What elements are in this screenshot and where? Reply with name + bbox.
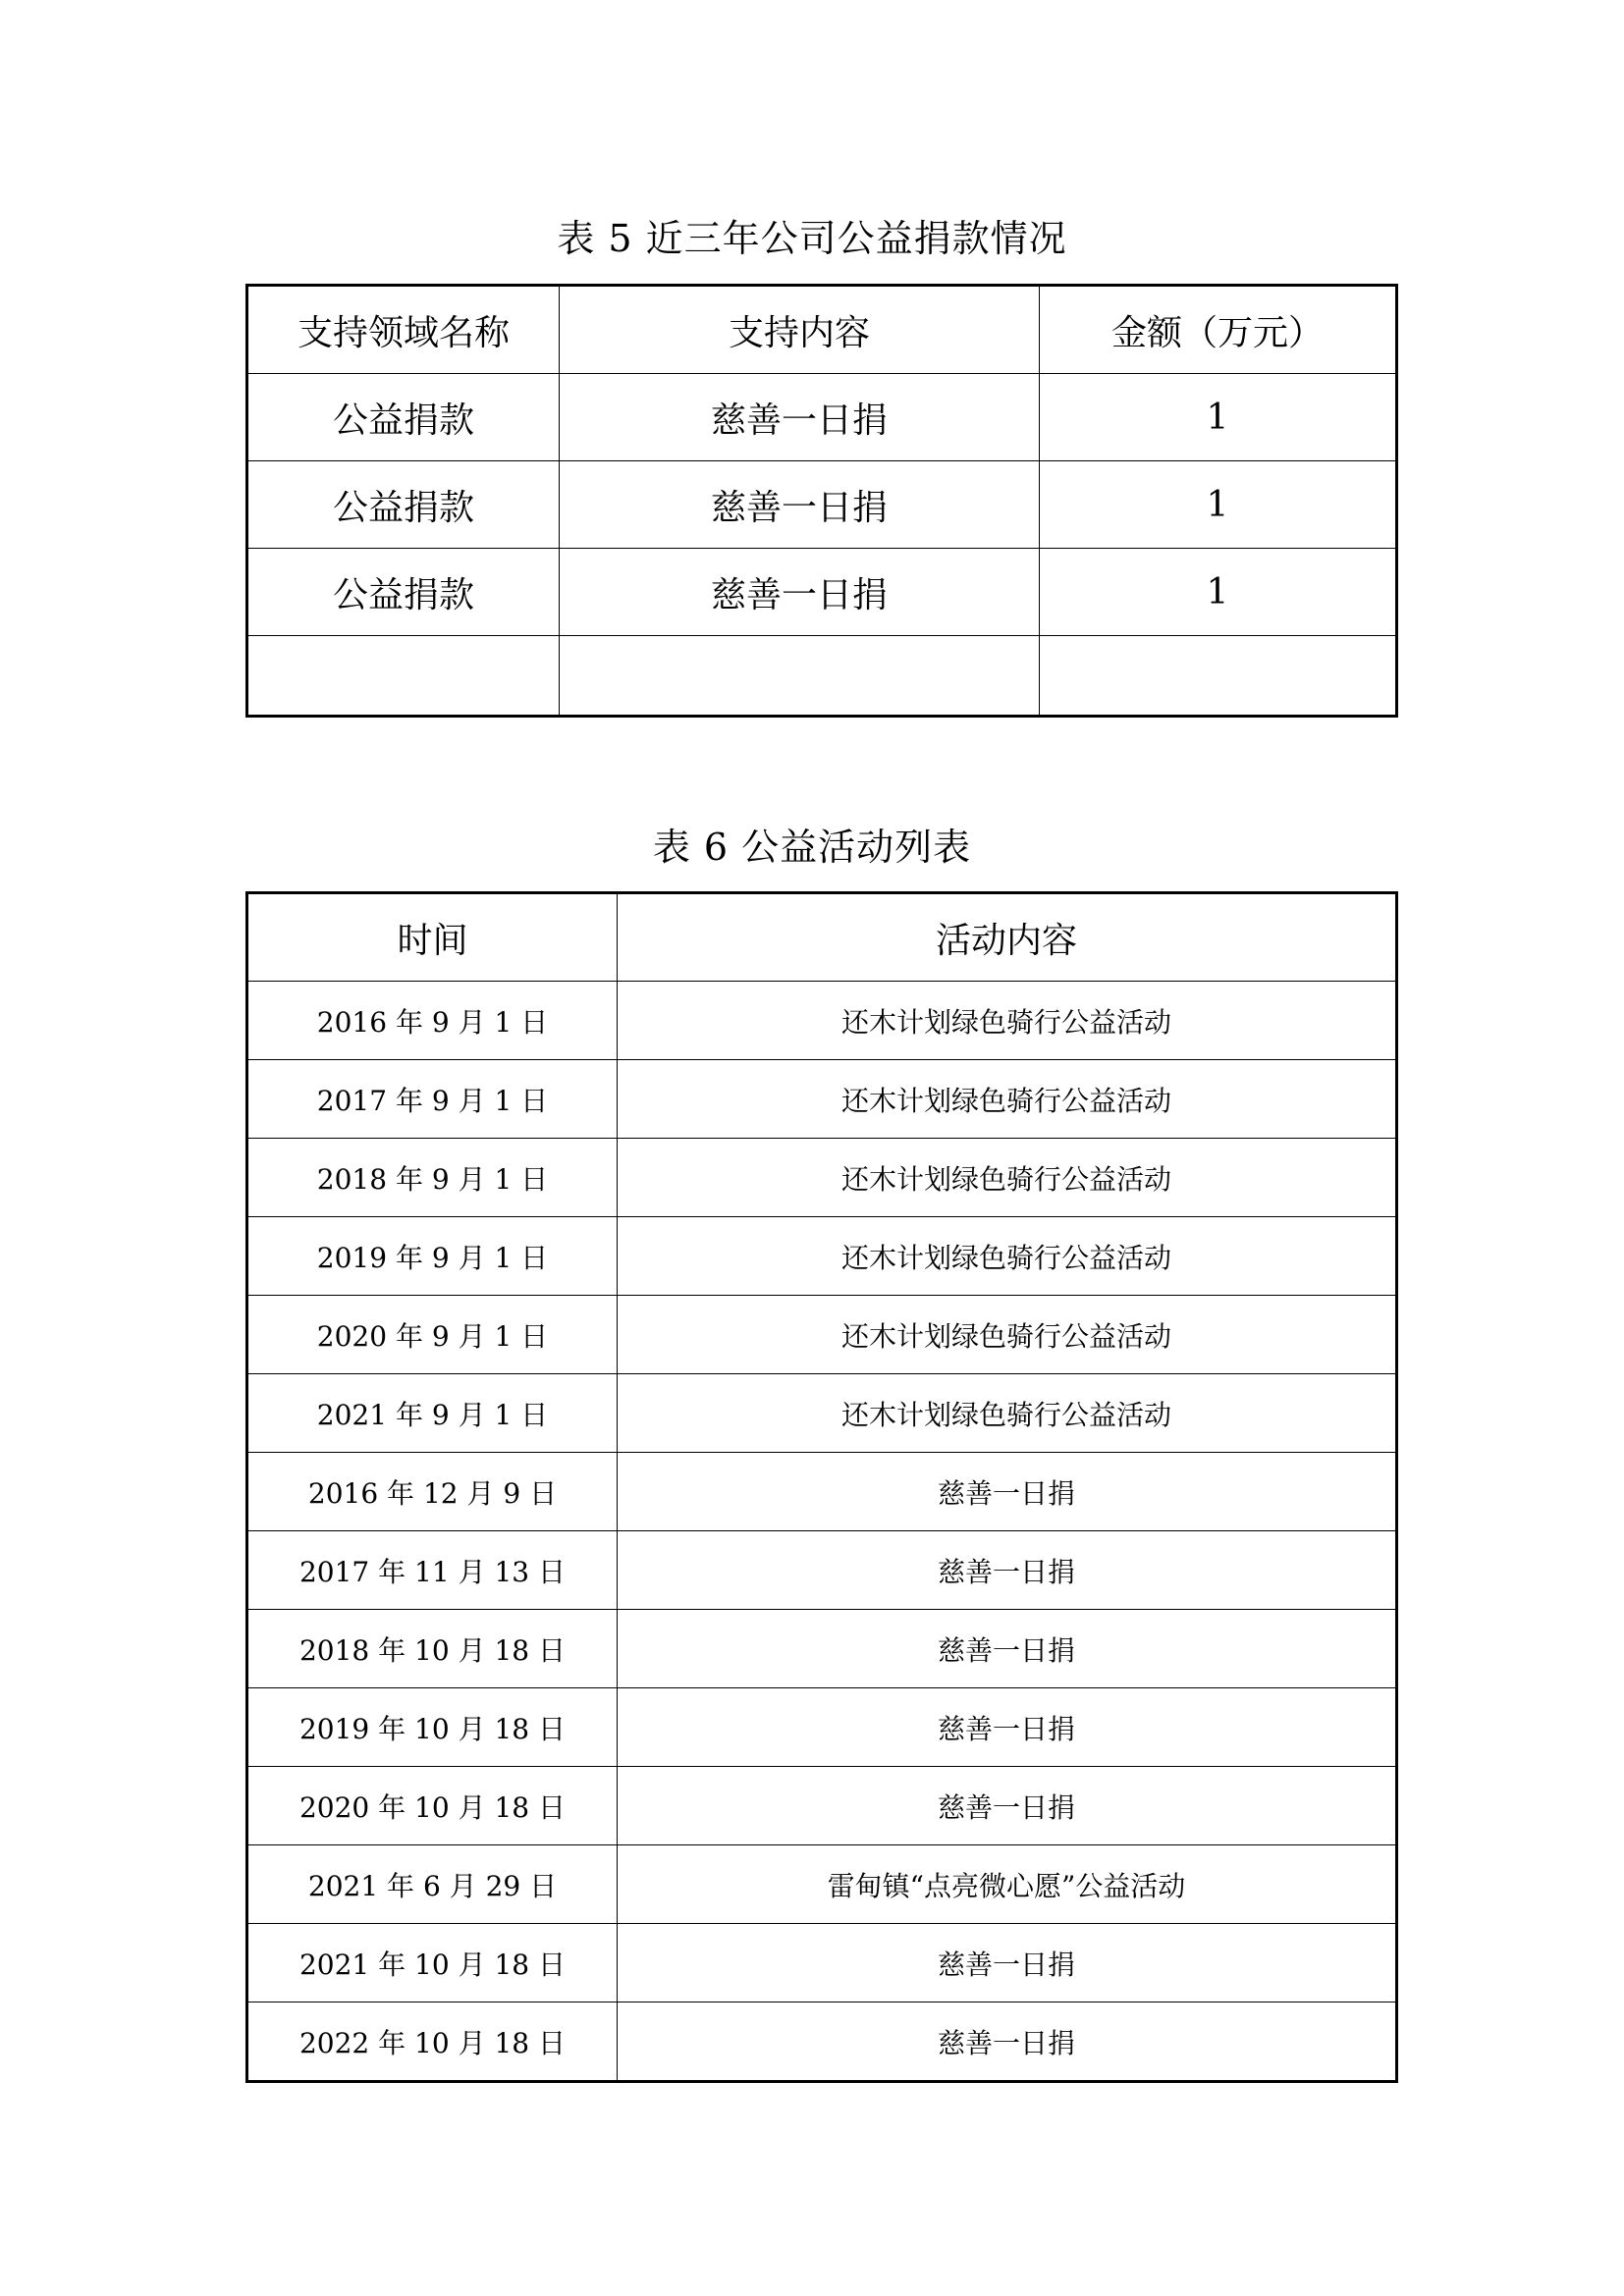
- cell-support-content: 慈善一日捐: [560, 461, 1040, 549]
- cell-date: 2021 年 9 月 1 日: [247, 1374, 618, 1453]
- table-row: [247, 2002, 1397, 2082]
- table-row: [247, 1139, 1397, 1217]
- cell-activity: 慈善一日捐: [618, 1610, 1397, 1688]
- cell-activity: 慈善一日捐: [618, 2002, 1397, 2082]
- cell-date: 2017 年 11 月 13 日: [247, 1531, 618, 1610]
- cell-activity: 还木计划绿色骑行公益活动: [618, 1296, 1397, 1374]
- cell-date: 2019 年 10 月 18 日: [247, 1688, 618, 1767]
- donations-table: [245, 284, 1398, 718]
- header-activity-content: 活动内容: [618, 893, 1397, 982]
- cell-activity: 雷甸镇“点亮微心愿”公益活动: [618, 1845, 1397, 1924]
- header-time: 时间: [247, 893, 618, 982]
- cell-activity: 还木计划绿色骑行公益活动: [618, 1217, 1397, 1296]
- cell-support-field: 公益捐款: [247, 461, 560, 549]
- cell-amount: 1: [1040, 374, 1397, 461]
- cell-support-content: [560, 636, 1040, 717]
- table-row-empty: [247, 636, 1397, 717]
- cell-support-field: [247, 636, 560, 717]
- cell-date: 2017 年 9 月 1 日: [247, 1060, 618, 1139]
- cell-support-field: 公益捐款: [247, 549, 560, 636]
- cell-date: 2021 年 10 月 18 日: [247, 1924, 618, 2002]
- cell-date: 2018 年 9 月 1 日: [247, 1139, 618, 1217]
- table-row: [247, 1845, 1397, 1924]
- cell-activity: 慈善一日捐: [618, 1453, 1397, 1531]
- cell-date: 2020 年 10 月 18 日: [247, 1767, 618, 1845]
- table-header-row: [247, 286, 1397, 374]
- cell-activity: 还木计划绿色骑行公益活动: [618, 1139, 1397, 1217]
- cell-activity: 慈善一日捐: [618, 1924, 1397, 2002]
- cell-activity: 还木计划绿色骑行公益活动: [618, 1060, 1397, 1139]
- table-row: [247, 1688, 1397, 1767]
- cell-date: 2019 年 9 月 1 日: [247, 1217, 618, 1296]
- cell-amount: 1: [1040, 549, 1397, 636]
- table6-caption: 表 6 公益活动列表: [652, 826, 972, 869]
- header-support-field: 支持领域名称: [247, 286, 560, 374]
- table-row: [247, 1374, 1397, 1453]
- cell-date: 2018 年 10 月 18 日: [247, 1610, 618, 1688]
- cell-activity: 还木计划绿色骑行公益活动: [618, 982, 1397, 1060]
- cell-date: 2022 年 10 月 18 日: [247, 2002, 618, 2082]
- table-header-row: [247, 893, 1397, 982]
- cell-date: 2016 年 12 月 9 日: [247, 1453, 618, 1531]
- table-row: [247, 1531, 1397, 1610]
- cell-support-content: 慈善一日捐: [560, 374, 1040, 461]
- cell-activity: 还木计划绿色骑行公益活动: [618, 1374, 1397, 1453]
- cell-date: 2016 年 9 月 1 日: [247, 982, 618, 1060]
- table-row: [247, 1060, 1397, 1139]
- table-row: [247, 1610, 1397, 1688]
- activities-table: [245, 891, 1398, 2083]
- table5-caption: 表 5 近三年公司公益捐款情况: [557, 217, 1067, 260]
- table-row: [247, 982, 1397, 1060]
- table-row: [247, 1453, 1397, 1531]
- cell-support-field: 公益捐款: [247, 374, 560, 461]
- cell-support-content: 慈善一日捐: [560, 549, 1040, 636]
- cell-amount: [1040, 636, 1397, 717]
- header-support-content: 支持内容: [560, 286, 1040, 374]
- table-row: [247, 549, 1397, 636]
- table-row: [247, 1296, 1397, 1374]
- header-amount: 金额（万元）: [1040, 286, 1397, 374]
- table-row: [247, 1924, 1397, 2002]
- cell-activity: 慈善一日捐: [618, 1767, 1397, 1845]
- table-row: [247, 461, 1397, 549]
- cell-date: 2021 年 6 月 29 日: [247, 1845, 618, 1924]
- cell-activity: 慈善一日捐: [618, 1688, 1397, 1767]
- table-row: [247, 1767, 1397, 1845]
- cell-amount: 1: [1040, 461, 1397, 549]
- table-row: [247, 374, 1397, 461]
- table-row: [247, 1217, 1397, 1296]
- cell-activity: 慈善一日捐: [618, 1531, 1397, 1610]
- cell-date: 2020 年 9 月 1 日: [247, 1296, 618, 1374]
